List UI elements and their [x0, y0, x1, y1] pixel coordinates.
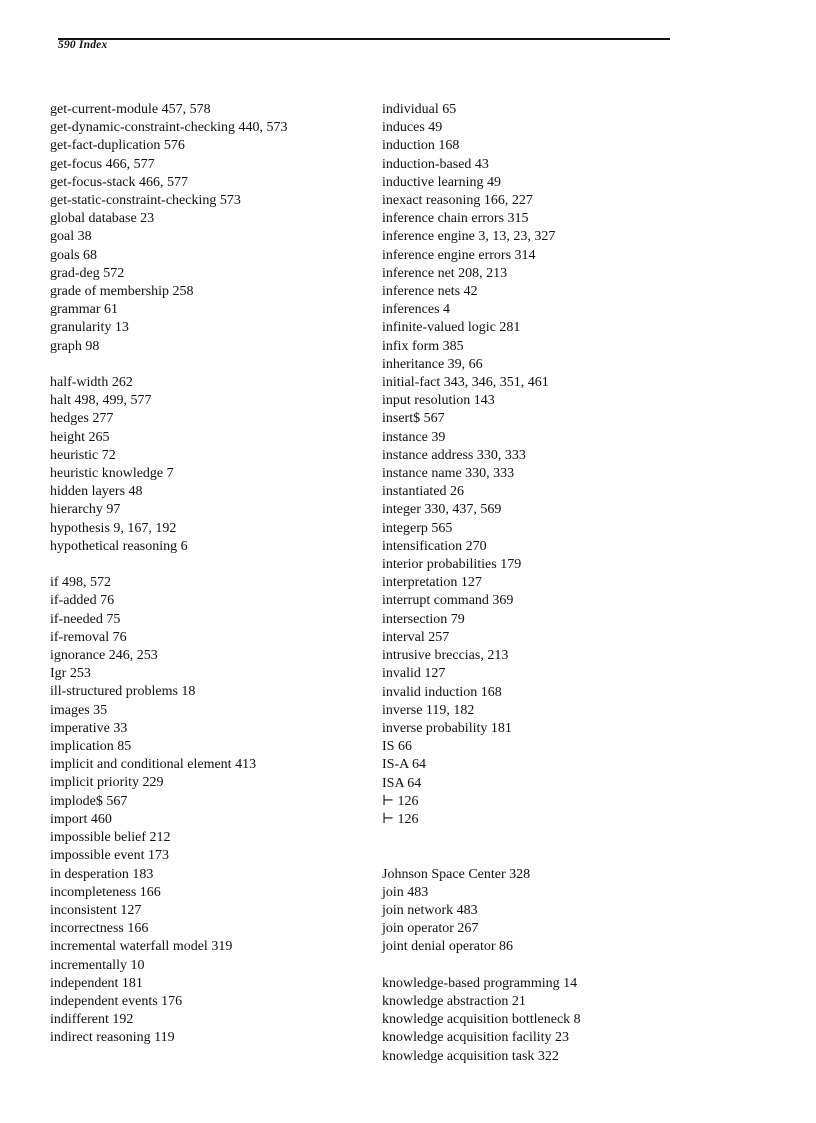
index-group-g: [50, 101, 380, 356]
index-entry: inexact reasoning 166, 227: [382, 193, 533, 209]
index-entry: interpretation 127: [382, 575, 482, 591]
group-spacer: [382, 829, 712, 847]
group-spacer: [382, 957, 712, 975]
index-entry: input resolution 143: [382, 393, 495, 409]
index-entry: infinite-valued logic 281: [382, 320, 521, 336]
index-group-i-continued: [382, 101, 712, 829]
index-entry: incompleteness 166: [50, 884, 161, 900]
index-entry: induces 49: [382, 120, 443, 136]
index-entry: interval 257: [382, 629, 450, 645]
index-entry: join operator 267: [382, 921, 479, 937]
index-entry: images 35: [50, 702, 108, 718]
index-entry: individual 65: [382, 102, 457, 117]
index-entry: half-width 262: [50, 375, 133, 391]
index-entry: import 460: [50, 811, 112, 827]
index-entry: heuristic 72: [50, 447, 116, 463]
index-entry: ⊢ 126: [382, 793, 419, 809]
index-entry: instance name 330, 333: [382, 466, 515, 482]
index-entry: join network 483: [382, 902, 478, 918]
index-entry: IS 66: [382, 739, 412, 755]
index-entry: inference engine 3, 13, 23, 327: [382, 229, 556, 245]
index-entry: integer 330, 437, 569: [382, 502, 502, 518]
index-entry: in desperation 183: [50, 866, 154, 882]
index-entry: inference net 208, 213: [382, 265, 508, 281]
index-entry: infix form 385: [382, 338, 464, 354]
index-entry: implicit priority 229: [50, 775, 164, 791]
index-entry: interior probabilities 179: [382, 557, 522, 573]
index-entry: Johnson Space Center 328: [382, 866, 531, 882]
index-entry: inconsistent 127: [50, 902, 142, 918]
index-entry: implication 85: [50, 739, 132, 755]
index-entry: hierarchy 97: [50, 502, 121, 518]
index-entry: initial-fact 343, 346, 351, 461: [382, 375, 549, 391]
index-entry: incrementally 10: [50, 957, 145, 973]
index-entry: inheritance 39, 66: [382, 356, 483, 372]
index-entry: get-static-constraint-checking 573: [50, 193, 241, 209]
index-entry: hypothesis 9, 167, 192: [50, 520, 177, 536]
index-entry: halt 498, 499, 577: [50, 393, 152, 409]
index-entry: inference nets 42: [382, 284, 478, 300]
index-entry: incremental waterfall model 319: [50, 939, 233, 955]
index-entry: get-fact-duplication 576: [50, 138, 185, 154]
index-entry: imperative 33: [50, 720, 128, 736]
group-spacer: [382, 847, 712, 865]
index-column-right: [382, 101, 712, 1066]
index-entry: inference chain errors 315: [382, 211, 529, 227]
index-entry: ignorance 246, 253: [50, 648, 158, 664]
index-entry: knowledge-based programming 14: [382, 975, 578, 991]
index-entry: insert$ 567: [382, 411, 445, 427]
index-entry: instance address 330, 333: [382, 447, 526, 463]
index-entry: interrupt command 369: [382, 593, 514, 609]
index-entry: if 498, 572: [50, 575, 112, 591]
index-entry: grammar 61: [50, 302, 119, 318]
index-entry: integerp 565: [382, 520, 453, 536]
index-entry: induction-based 43: [382, 156, 489, 172]
index-entry: granularity 13: [50, 320, 129, 336]
index-entry: impossible event 173: [50, 848, 169, 864]
index-column-left: [50, 101, 380, 1048]
index-entry: grad-deg 572: [50, 265, 125, 281]
index-group-k: [382, 975, 712, 1066]
index-entry: indirect reasoning 119: [50, 1030, 175, 1046]
group-spacer: [50, 556, 380, 574]
index-entry: ISA 64: [382, 775, 422, 791]
index-entry: goal 38: [50, 229, 92, 245]
index-entry: ⊢ 126: [382, 811, 419, 827]
index-entry: implicit and conditional element 413: [50, 757, 257, 773]
index-entry: knowledge acquisition task 322: [382, 1048, 559, 1064]
index-entry: Igr 253: [50, 666, 91, 682]
index-entry: joint denial operator 86: [382, 939, 514, 955]
index-entry: IS-A 64: [382, 757, 426, 773]
index-entry: global database 23: [50, 211, 155, 227]
index-entry: invalid 127: [382, 666, 446, 682]
index-entry: inferences 4: [382, 302, 451, 318]
index-entry: get-dynamic-constraint-checking 440, 573: [50, 120, 288, 136]
index-entry: inductive learning 49: [382, 174, 501, 190]
index-entry: hedges 277: [50, 411, 114, 427]
index-entry: get-current-module 457, 578: [50, 102, 211, 117]
index-entry: ill-structured problems 18: [50, 684, 196, 700]
index-entry: knowledge acquisition bottleneck 8: [382, 1012, 581, 1028]
group-spacer: [50, 356, 380, 374]
index-entry: get-focus-stack 466, 577: [50, 174, 189, 190]
index-entry: join 483: [382, 884, 429, 900]
index-entry: impossible belief 212: [50, 830, 171, 846]
index-entry: intrusive breccias, 213: [382, 648, 509, 664]
index-entry: knowledge acquisition facility 23: [382, 1030, 570, 1046]
index-group-i: [50, 574, 380, 1047]
running-header: [58, 30, 670, 50]
index-entry: height 265: [50, 429, 110, 445]
index-entry: grade of membership 258: [50, 284, 194, 300]
index-entry: intensification 270: [382, 538, 487, 554]
index-entry: inverse probability 181: [382, 720, 512, 736]
index-entry: if-added 76: [50, 593, 115, 609]
index-entry: get-focus 466, 577: [50, 156, 155, 172]
index-entry: inference engine errors 314: [382, 247, 536, 263]
index-entry: knowledge abstraction 21: [382, 993, 526, 1009]
index-entry: hidden layers 48: [50, 484, 143, 500]
index-entry: graph 98: [50, 338, 100, 354]
page-label: 590 Index: [58, 39, 108, 51]
index-entry: intersection 79: [382, 611, 465, 627]
index-entry: incorrectness 166: [50, 921, 149, 937]
index-entry: heuristic knowledge 7: [50, 466, 174, 482]
index-entry: induction 168: [382, 138, 460, 154]
index-group-h: [50, 374, 380, 556]
header-rule: [58, 38, 670, 40]
index-entry: instance 39: [382, 429, 446, 445]
index-entry: goals 68: [50, 247, 98, 263]
index-entry: instantiated 26: [382, 484, 465, 500]
index-entry: independent events 176: [50, 993, 183, 1009]
index-entry: indifferent 192: [50, 1012, 134, 1028]
index-entry: if-needed 75: [50, 611, 121, 627]
index-group-j: [382, 866, 712, 957]
index-entry: independent 181: [50, 975, 143, 991]
index-entry: invalid induction 168: [382, 684, 502, 700]
index-entry: if-removal 76: [50, 629, 127, 645]
index-entry: inverse 119, 182: [382, 702, 475, 718]
index-entry: implode$ 567: [50, 793, 128, 809]
index-entry: hypothetical reasoning 6: [50, 538, 188, 554]
